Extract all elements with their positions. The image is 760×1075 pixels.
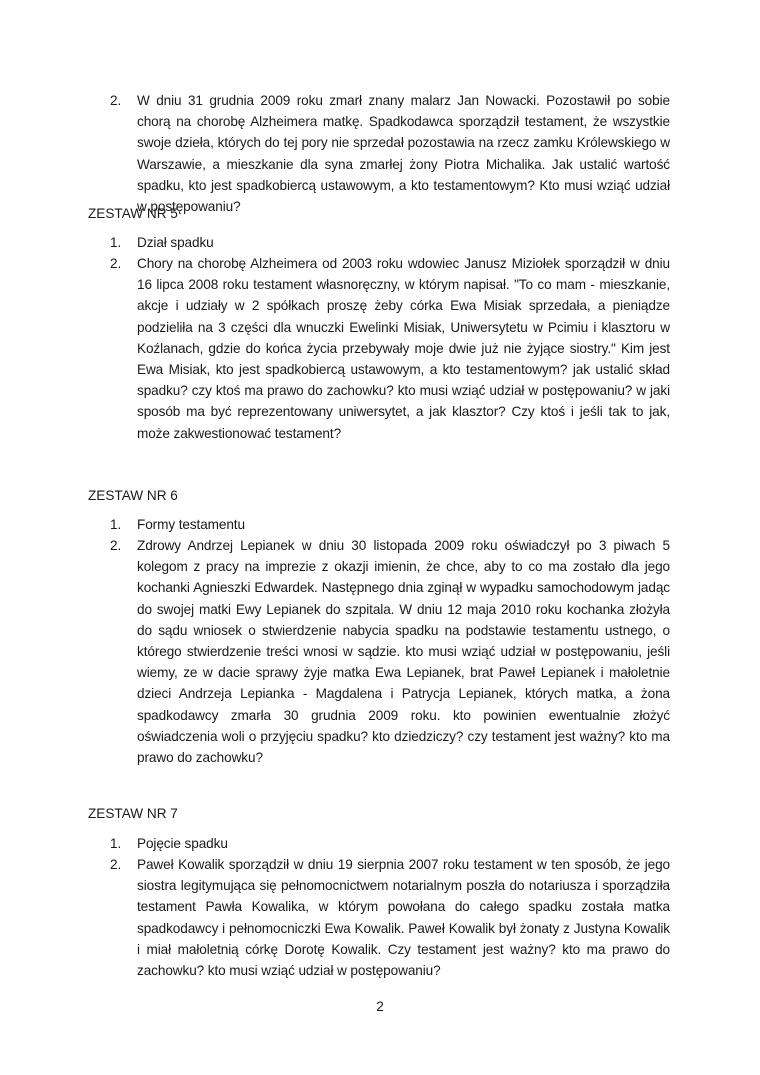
list-item (110, 232, 670, 253)
list-item (110, 90, 670, 217)
list-item (110, 535, 670, 768)
page-number: 2 (376, 999, 384, 1014)
list-item-number: 2. (110, 93, 122, 108)
list-item-text: W dniu 31 grudnia 2009 roku zmarł znany malarz Jan Nowacki. Pozostawił po sobie chorą na chorobę Alzheimera matkę. Spadkodawca sporządził testament, że wszystkie swoje dzieła, których do tej pory nie sprzedał pozostawia na rzecz zamku Królewskiego w Warszawie, a mieszkanie dla syna zmarłej żony Piotra Michalika. Jak ustalić wartość spadku, kto jest spadkobiercą ustawowym, a kto testamentowym? Kto musi wziąć udział w postępowaniu? (137, 93, 670, 215)
list-item-number: 2. (110, 538, 122, 553)
list-item-text: Dział spadku (137, 235, 214, 250)
list-item-text: Pojęcie spadku (137, 836, 228, 851)
list-item-text: Zdrowy Andrzej Lepianek w dniu 30 listopada 2009 roku oświadczył po 3 piwach 5 kolegom z pracy na imprezie z okazji imienin, że chce, aby to co ma zostało dla jego kochanki Agnieszki Edwardek. Następnego dnia zginął w wypadku samochodowym jadąc do swojej matki Ewy Lepianek do szpitala. W dniu 12 maja 2010 roku kochanka złożyła do sądu wniosek o stwierdzenie nabycia spadku na podstawie testamentu ustnego, o którego stwierdzenie treści wnosi w sądzie. kto musi wziąć udział w postępowaniu, jeśli wiemy, ze w dacie sprawy żyje matka Ewa Lepianek, brat Paweł Lepianek i małoletnie dzieci Andrzeja Lepianka - Magdalena i Patrycja Lepianek, których matka, a żona spadkodawcy zmarła 30 grudnia 2009 roku. kto powinien ewentualnie złożyć oświadczenia woli o przyjęciu spadku? kto dziedziczy? czy testament jest ważny? kto ma prawo do zachowku? (137, 538, 670, 766)
list-item (110, 854, 670, 981)
list-item-number: 2. (110, 857, 122, 872)
section-heading-zestaw-6: ZESTAW NR 6 (88, 488, 178, 503)
section-heading-zestaw-7: ZESTAW NR 7 (88, 806, 178, 821)
list-item (110, 253, 670, 444)
list-item-number: 2. (110, 256, 122, 271)
list-item-text: Chory na chorobę Alzheimera od 2003 roku wdowiec Janusz Miziołek sporządził w dniu 16 lipca 2008 roku testament własnoręczny, w którym napisał. "To co mam - mieszkanie, akcje i udziały w 2 spółkach proszę żeby córka Ewa Misiak sprzedała, a pieniądze podzieliła na 3 części dla wnuczki Ewelinki Misiak, Uniwersytetu w Pcimiu i klasztoru w Koźlanach, gdzie do końca życia przebywały moje dwie już nie żyjące siostry." Kim jest Ewa Misiak, kto jest spadkobiercą ustawowym, a kto testamentowym? jak ustalić skład spadku? czy ktoś ma prawo do zachowku? kto musi wziąć udział w postępowaniu? w jaki sposób ma być reprezentowany uniwersytet, a jak klasztor? Czy ktoś i jeśli tak to jak, może zakwestionować testament? (137, 256, 670, 441)
list-item-number: 1. (110, 836, 122, 851)
section-heading-zestaw-5: ZESTAW NR 5 (88, 206, 178, 221)
list-item-text: Formy testamentu (137, 517, 245, 532)
list-item-number: 1. (110, 517, 122, 532)
list-item-text: Paweł Kowalik sporządził w dniu 19 sierpnia 2007 roku testament w ten sposób, że jego siostra legitymująca się pełnomocnictwem notarialnym poszła do notariusza i sporządziła testament Pawła Kowalika, w którym powołana do całego spadku została matka spadkodawcy i pełnomocniczki Ewa Kowalik. Paweł Kowalik był żonaty z Justyna Kowalik i miał małoletnią córkę Dorotę Kowalik. Czy testament jest ważny? kto ma prawo do zachowku? kto musi wziąć udział w postępowaniu? (137, 857, 670, 979)
list-item (110, 833, 670, 854)
list-item (110, 514, 670, 535)
list-item-number: 1. (110, 235, 122, 250)
